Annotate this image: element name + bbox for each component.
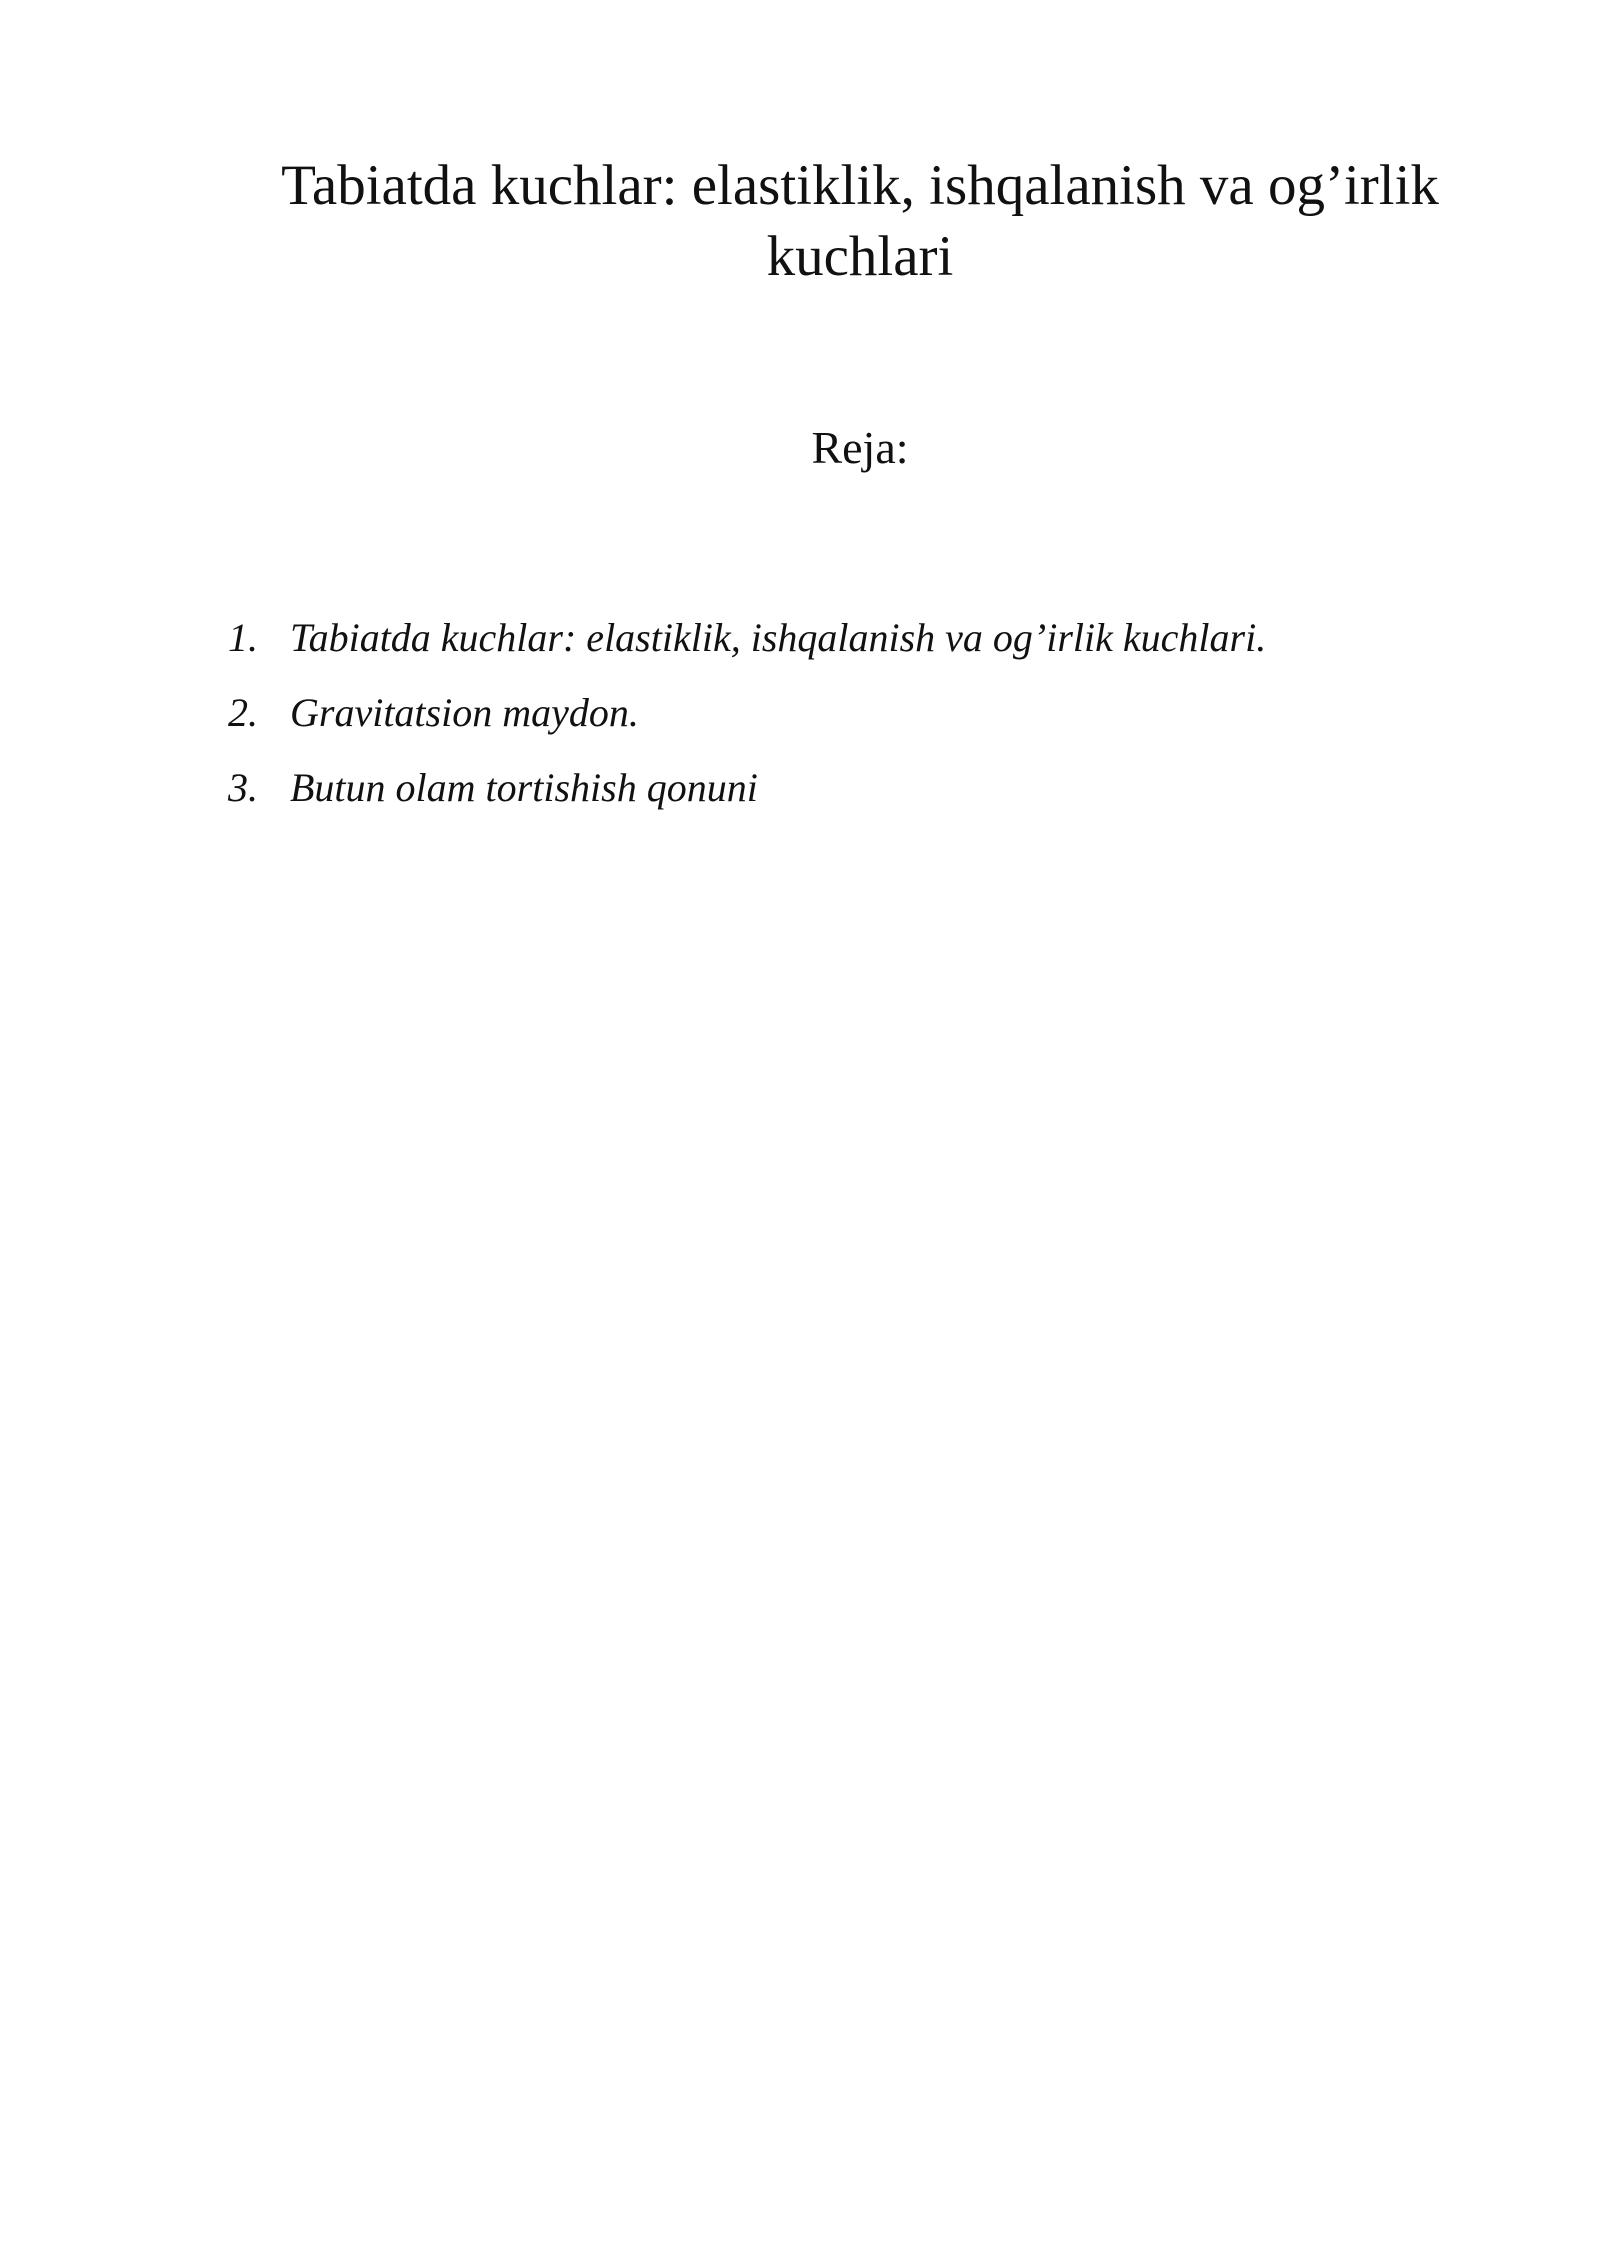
plan-item xyxy=(228,760,1488,835)
plan-item-number: 3. xyxy=(228,765,258,810)
plan-item-text: Tabiatda kuchlar: elastiklik, ishqalanish va og’irlik kuchlari. xyxy=(290,615,1267,660)
plan-heading: Reja: xyxy=(811,422,909,473)
plan-item-text: Butun olam tortishish qonuni xyxy=(290,765,758,810)
plan-item xyxy=(228,610,1488,685)
document-title: Tabiatda kuchlar: elastiklik, ishqalanish va og’irlik kuchlari xyxy=(281,154,1439,288)
plan-item-number: 2. xyxy=(228,690,258,735)
plan-item-text: Gravitatsion maydon. xyxy=(290,690,639,735)
plan-item xyxy=(228,685,1488,760)
plan-list xyxy=(228,610,1488,835)
plan-item-number: 1. xyxy=(228,615,258,660)
